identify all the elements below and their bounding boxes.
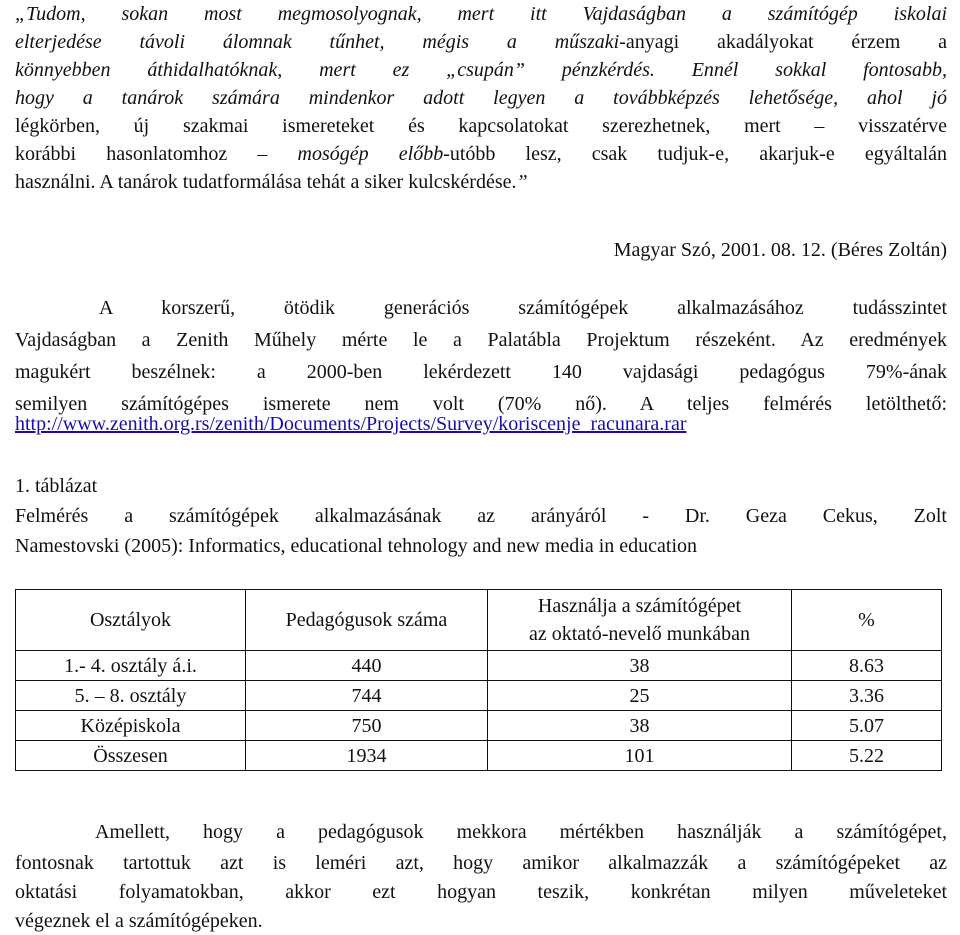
cell-teacher-count: 440: [246, 651, 488, 681]
quote-text-span: légkörben, új szakmai ismereteket és kapcsolatokat szerezhetnek, mert – visszatérve: [15, 115, 947, 137]
cell-teacher-count: 750: [246, 711, 488, 741]
cell-percent: 3.36: [792, 681, 942, 711]
table-caption-line-1: Felmérés a számítógépek alkalmazásának az arányáról - Dr. Geza Cekus, Zolt: [15, 505, 947, 527]
paragraph1-line-4: semilyen számítógépes ismerete nem volt (70% nő). A teljes felmérés letölthető:: [15, 393, 947, 415]
table-row: [16, 681, 942, 711]
table-row: [16, 741, 942, 771]
quote-text-span: -anyagi akadályokat érzem a: [619, 31, 947, 53]
cell-class: 1.- 4. osztály á.i.: [16, 651, 246, 681]
header-uses-computer-line-1: Használja a számítógépet: [537, 595, 742, 617]
table-row: [16, 651, 942, 681]
table-header-row: [16, 590, 942, 651]
paragraph2-line-4: végeznek el a számítógépeken.: [15, 910, 263, 932]
cell-class: Összesen: [16, 741, 246, 771]
cell-teacher-count: 744: [246, 681, 488, 711]
quote-text-span: korábbi hasonlatomhoz –: [15, 143, 298, 165]
header-uses-computer-line-2: az oktató-nevelő munkában: [528, 623, 751, 645]
paragraph1-line-3: magukért beszélnek: a 2000-ben lekérdezett 140 vajdasági pedagógus 79%-ának: [15, 361, 947, 383]
quote-line: [15, 84, 947, 112]
cell-users: 101: [488, 741, 792, 771]
paragraph2-line-2: fontosnak tartottuk azt is leméri azt, hogy amikor alkalmazzák a számítógépeket az: [15, 852, 947, 874]
quote-line: [15, 140, 947, 168]
header-uses-computer: [488, 590, 792, 651]
paragraph1-line-2: Vajdaságban a Zenith Műhely mérte le a Palatábla Projektum részeként. Az eredmények: [15, 329, 947, 351]
quote-text-span: használni. A tanárok tudatformálása tehát a siker kulcskérdése.: [15, 171, 517, 193]
quote-text-span: mosógép előbb: [297, 143, 444, 165]
cell-users: 38: [488, 651, 792, 681]
paragraph2-line-1: Amellett, hogy a pedagógusok mekkora mértékben használják a számítógépet,: [95, 821, 947, 843]
paragraph2-line-3: oktatási folyamatokban, akkor ezt hogyan teszik, konkrétan milyen műveleteket: [15, 881, 947, 903]
quote-source: Magyar Szó, 2001. 08. 12. (Béres Zoltán): [613, 239, 947, 261]
header-teacher-count: Pedagógusok száma: [246, 590, 488, 651]
quote-text-span: hogy a tanárok számára mindenkor adott legyen a továbbképzés lehetősége, ahol jó: [15, 87, 947, 109]
survey-download-link[interactable]: http://www.zenith.org.rs/zenith/Documents/Projects/Survey/koriscenje_racunara.rar: [15, 413, 687, 435]
cell-percent: 8.63: [792, 651, 942, 681]
header-percent: %: [792, 590, 942, 651]
cell-class: 5. – 8. osztály: [16, 681, 246, 711]
quote-text-span: elterjedése távoli álomnak tűnhet, mégis a műszaki: [15, 31, 620, 53]
table-row: [16, 711, 942, 741]
quote-line: [15, 28, 947, 56]
cell-percent: 5.07: [792, 711, 942, 741]
table-caption-number: 1. táblázat: [15, 475, 98, 497]
quote-text-span: „Tudom, sokan most megmosolyognak, mert itt Vajdaságban a számítógép iskolai: [15, 3, 947, 25]
paragraph1-line-1: A korszerű, ötödik generációs számítógépek alkalmazásához tudásszintet: [99, 297, 947, 319]
quote-line: [15, 168, 947, 196]
table-caption-line-2: Namestovski (2005): Informatics, educational tehnology and new media in education: [15, 535, 698, 557]
quote-text-span: ”: [516, 171, 528, 193]
quote-line: [15, 56, 947, 84]
quote-text-span: -utóbb lesz, csak tudjuk-e, akarjuk-e egyáltalán: [443, 143, 948, 165]
cell-teacher-count: 1934: [246, 741, 488, 771]
cell-percent: 5.22: [792, 741, 942, 771]
quote-line: [15, 0, 947, 28]
quote-text-span: könnyebben áthidalhatóknak, mert ez „csupán” pénzkérdés. Ennél sokkal fontosabb,: [15, 59, 947, 81]
cell-users: 25: [488, 681, 792, 711]
cell-class: Középiskola: [16, 711, 246, 741]
header-classes: Osztályok: [16, 590, 246, 651]
survey-table: [15, 589, 942, 771]
quote-line: [15, 112, 947, 140]
cell-users: 38: [488, 711, 792, 741]
